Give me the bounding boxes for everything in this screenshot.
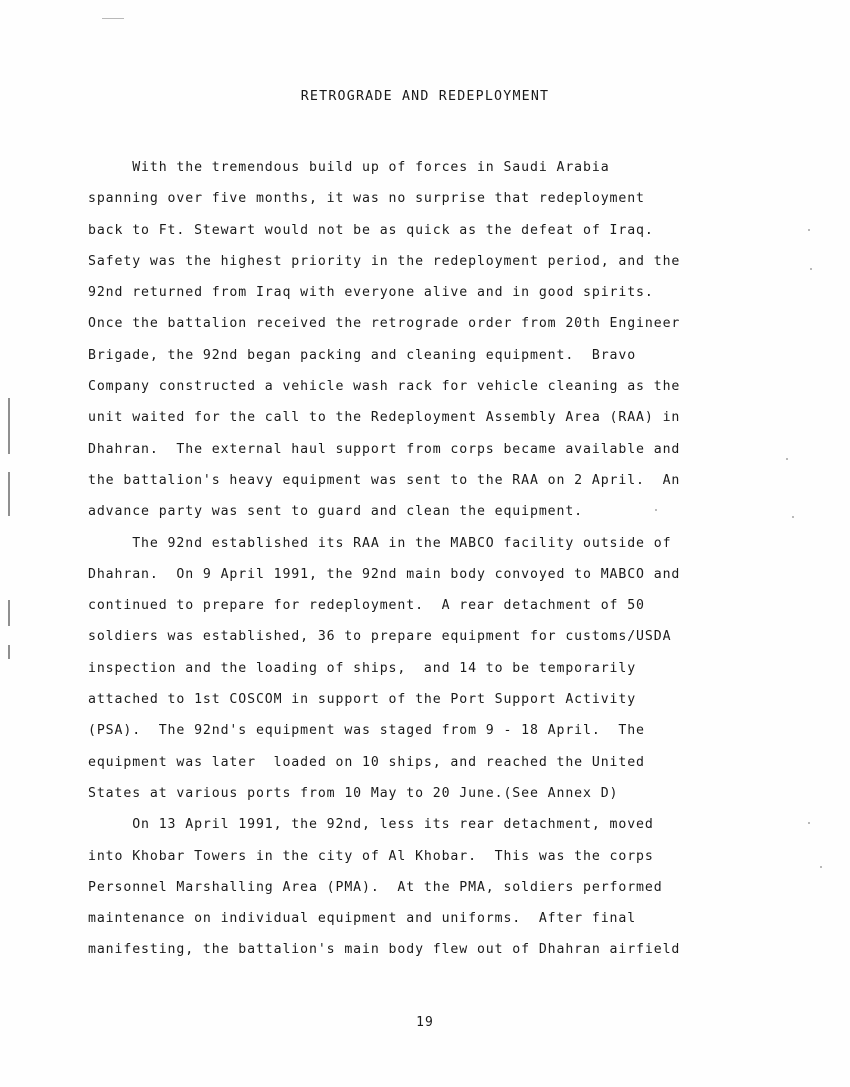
text-line: unit waited for the call to the Redeployment Assembly Area (RAA) in: [88, 410, 681, 426]
text-line: continued to prepare for redeployment. A rear detachment of 50: [88, 598, 645, 614]
text-line: spanning over five months, it was no surprise that redeployment: [88, 191, 645, 207]
text-line: With the tremendous build up of forces in Saudi Arabia: [88, 160, 610, 175]
text-line: attached to 1st COSCOM in support of the Port Support Activity: [88, 692, 637, 708]
page-number: 19: [416, 1015, 434, 1030]
scan-edge-bar: [8, 398, 10, 454]
text-line: into Khobar Towers in the city of Al Khobar. This was the corps: [88, 848, 654, 864]
paragraph: [88, 809, 788, 965]
text-line: Brigade, the 92nd began packing and cleaning equipment. Bravo: [88, 347, 637, 363]
text-line: manifesting, the battalion's main body flew out of Dhahran airfield: [88, 942, 681, 958]
text-line: Company constructed a vehicle wash rack for vehicle cleaning as the: [88, 379, 681, 395]
document-body: [88, 152, 788, 966]
scan-edge-bar: [8, 645, 10, 659]
text-line: On 13 April 1991, the 92nd, less its rear detachment, moved: [88, 817, 654, 833]
paragraph: [88, 528, 788, 810]
text-line: inspection and the loading of ships, and 14 to be temporarily: [88, 660, 637, 676]
text-line: Safety was the highest priority in the redeployment period, and the: [88, 253, 681, 269]
text-line: Dhahran. On 9 April 1991, the 92nd main body convoyed to MABCO and: [88, 566, 681, 582]
scan-artifact: [820, 866, 822, 868]
scan-artifact: [792, 516, 794, 518]
text-line: 92nd returned from Iraq with everyone alive and in good spirits.: [88, 285, 654, 301]
scan-edge-bar: [8, 472, 10, 516]
text-line: equipment was later loaded on 10 ships, and reached the United: [88, 754, 645, 770]
text-line: maintenance on individual equipment and uniforms. After final: [88, 911, 637, 927]
scan-edge-bar: [8, 600, 10, 626]
scan-artifact: [102, 18, 124, 19]
scan-artifact: [808, 229, 810, 231]
page-title: RETROGRADE AND REDEPLOYMENT: [300, 89, 550, 104]
scan-artifact: [808, 822, 810, 824]
text-line: the battalion's heavy equipment was sent to the RAA on 2 April. An: [88, 472, 681, 488]
text-line: (PSA). The 92nd's equipment was staged from 9 - 18 April. The: [88, 723, 645, 739]
text-line: advance party was sent to guard and clean the equipment.: [88, 504, 584, 520]
text-line: States at various ports from 10 May to 20 June.(See Annex D): [88, 785, 619, 801]
text-line: soldiers was established, 36 to prepare equipment for customs/USDA: [88, 629, 672, 645]
text-line: Personnel Marshalling Area (PMA). At the PMA, soldiers performed: [88, 879, 663, 895]
text-line: Once the battalion received the retrograde order from 20th Engineer: [88, 316, 681, 332]
paragraph: [88, 152, 788, 528]
text-line: The 92nd established its RAA in the MABCO facility outside of: [88, 535, 672, 551]
text-line: back to Ft. Stewart would not be as quick as the defeat of Iraq.: [88, 222, 654, 238]
text-line: Dhahran. The external haul support from corps became available and: [88, 441, 681, 457]
scan-artifact: [810, 268, 812, 270]
